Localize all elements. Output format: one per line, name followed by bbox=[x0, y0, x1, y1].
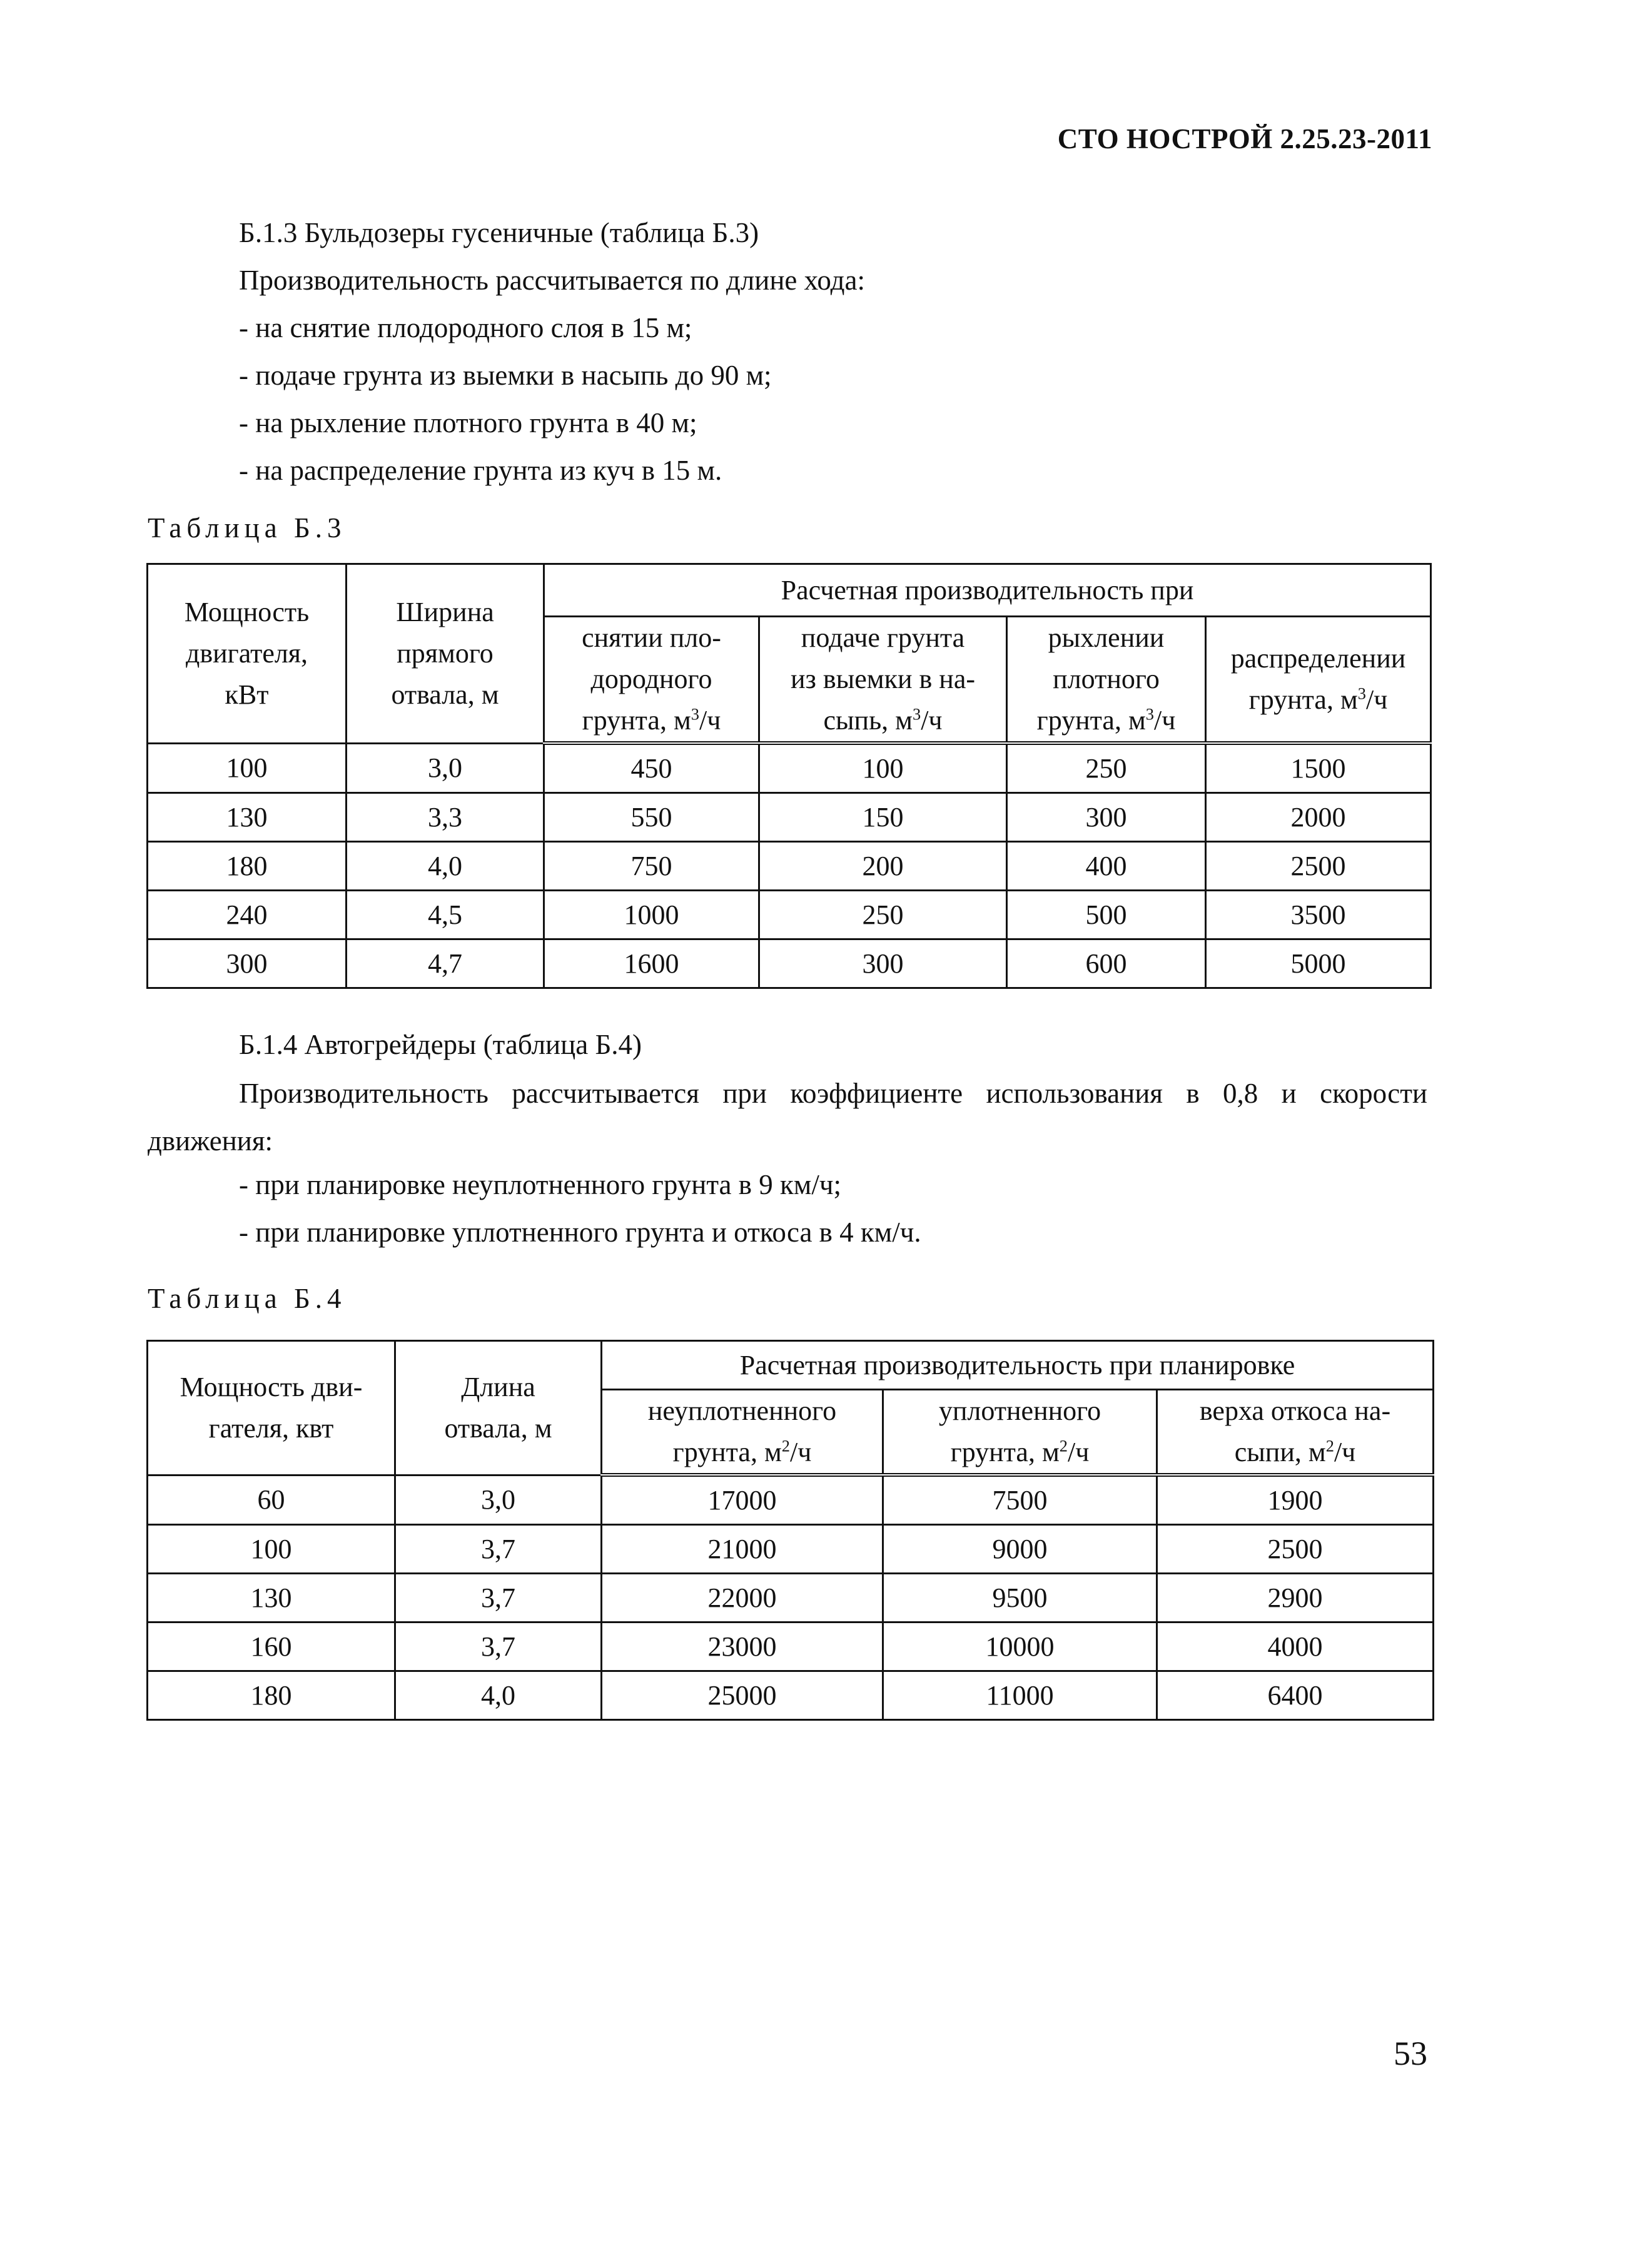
table-cell: 22000 bbox=[602, 1574, 883, 1623]
table-cell: 60 bbox=[148, 1475, 395, 1525]
table-cell: 3,7 bbox=[395, 1574, 602, 1623]
table-cell: 10000 bbox=[883, 1623, 1157, 1671]
table-cell: 2000 bbox=[1206, 793, 1431, 842]
section-b14-item: - при планировке уплотненного грунта и откоса в 4 км/ч. bbox=[239, 1217, 921, 1248]
table-b4-header-slope-top: верха откоса на- сыпи, $м^2/ч$ bbox=[1157, 1390, 1434, 1476]
table-row bbox=[148, 793, 1431, 842]
table-b3-header-spreading: распределении грунта, $м^3/ч$ bbox=[1206, 617, 1431, 744]
table-row bbox=[148, 939, 1431, 988]
table-row bbox=[148, 1623, 1434, 1671]
table-cell: 3,0 bbox=[347, 743, 544, 793]
table-b3-header-group: Расчетная производительность при bbox=[544, 564, 1431, 617]
table-cell: 250 bbox=[759, 891, 1007, 939]
page-number: 53 bbox=[1394, 2035, 1427, 2072]
section-b13-item: - на рыхление плотного грунта в 40 м; bbox=[239, 407, 697, 438]
table-b4-header-compacted: уплотненного грунта, $м^2/ч$ bbox=[883, 1390, 1157, 1476]
table-cell: 150 bbox=[759, 793, 1007, 842]
table-cell: 21000 bbox=[602, 1525, 883, 1574]
table-cell: 130 bbox=[148, 793, 347, 842]
table-cell: 23000 bbox=[602, 1623, 883, 1671]
table-b3-header-width: Ширина прямого отвала, м bbox=[347, 564, 544, 744]
table-b3-header-power: Мощность двигателя, кВт bbox=[148, 564, 347, 744]
table-cell: 300 bbox=[148, 939, 347, 988]
table-b4-header-group: Расчетная производительность при планировке bbox=[602, 1341, 1434, 1390]
table-cell: 3,7 bbox=[395, 1623, 602, 1671]
table-cell: 300 bbox=[1007, 793, 1206, 842]
table-cell: 180 bbox=[148, 842, 347, 891]
table-row bbox=[148, 842, 1431, 891]
table-b4-header-uncompacted: неуплотненного грунта, $м^2/ч$ bbox=[602, 1390, 883, 1476]
table-cell: 5000 bbox=[1206, 939, 1431, 988]
table-row bbox=[148, 1525, 1434, 1574]
table-b3 bbox=[146, 563, 1432, 989]
section-b13-item: - на снятие плодородного слоя в 15 м; bbox=[239, 312, 692, 343]
table-cell: 300 bbox=[759, 939, 1007, 988]
table-cell: 130 bbox=[148, 1574, 395, 1623]
section-b13-item: - подаче грунта из выемки в насыпь до 90 м; bbox=[239, 360, 772, 391]
table-b4-caption: Таблица Б.4 bbox=[148, 1283, 347, 1314]
table-cell: 550 bbox=[544, 793, 759, 842]
table-row bbox=[148, 1574, 1434, 1623]
table-cell: 4,5 bbox=[347, 891, 544, 939]
section-b14-intro: Производительность рассчитывается при коэффициенте использования в 0,8 и скорости движения: bbox=[148, 1078, 1427, 1157]
table-cell: 1600 bbox=[544, 939, 759, 988]
section-b13-item: - на распределение грунта из куч в 15 м. bbox=[239, 455, 722, 486]
table-row bbox=[148, 743, 1431, 793]
table-cell: 25000 bbox=[602, 1671, 883, 1720]
table-cell: 600 bbox=[1007, 939, 1206, 988]
table-cell: 250 bbox=[1007, 743, 1206, 793]
table-cell: 9000 bbox=[883, 1525, 1157, 1574]
section-b14-heading: Б.1.4 Автогрейдеры (таблица Б.4) bbox=[239, 1029, 642, 1060]
table-cell: 400 bbox=[1007, 842, 1206, 891]
table-b4-header-power: Мощность дви- гателя, квт bbox=[148, 1341, 395, 1476]
table-cell: 4000 bbox=[1157, 1623, 1434, 1671]
table-cell: 100 bbox=[148, 1525, 395, 1574]
table-row bbox=[148, 1671, 1434, 1720]
table-row bbox=[148, 1475, 1434, 1525]
table-cell: 160 bbox=[148, 1623, 395, 1671]
table-cell: 100 bbox=[148, 743, 347, 793]
table-cell: 2900 bbox=[1157, 1574, 1434, 1623]
document-code-header: СТО НОСТРОЙ 2.25.23-2011 bbox=[1057, 123, 1432, 154]
table-cell: 9500 bbox=[883, 1574, 1157, 1623]
table-b4-header-length: Длина отвала, м bbox=[395, 1341, 602, 1476]
table-cell: 4,7 bbox=[347, 939, 544, 988]
table-cell: 3,7 bbox=[395, 1525, 602, 1574]
table-cell: 1500 bbox=[1206, 743, 1431, 793]
table-cell: 11000 bbox=[883, 1671, 1157, 1720]
table-b3-caption: Таблица Б.3 bbox=[148, 512, 347, 544]
table-cell: 17000 bbox=[602, 1475, 883, 1525]
table-cell: 1000 bbox=[544, 891, 759, 939]
table-b3-header-ripping: рыхлении плотного грунта, $м^3/ч$ bbox=[1007, 617, 1206, 744]
table-cell: 3500 bbox=[1206, 891, 1431, 939]
section-b13-intro: Производительность рассчитывается по длине хода: bbox=[239, 265, 866, 296]
table-cell: 4,0 bbox=[347, 842, 544, 891]
table-cell: 180 bbox=[148, 1671, 395, 1720]
table-cell: 3,3 bbox=[347, 793, 544, 842]
table-cell: 750 bbox=[544, 842, 759, 891]
table-cell: 2500 bbox=[1157, 1525, 1434, 1574]
table-cell: 2500 bbox=[1206, 842, 1431, 891]
section-b14-item: - при планировке неуплотненного грунта в 9 км/ч; bbox=[239, 1169, 841, 1200]
table-cell: 500 bbox=[1007, 891, 1206, 939]
table-cell: 3,0 bbox=[395, 1475, 602, 1525]
table-cell: 4,0 bbox=[395, 1671, 602, 1720]
table-cell: 450 bbox=[544, 743, 759, 793]
table-cell: 240 bbox=[148, 891, 347, 939]
table-cell: 6400 bbox=[1157, 1671, 1434, 1720]
table-b3-header-feeding: подаче грунта из выемки в на- сыпь, $м^3/ч$ bbox=[759, 617, 1007, 744]
table-cell: 100 bbox=[759, 743, 1007, 793]
section-b13-heading: Б.1.3 Бульдозеры гусеничные (таблица Б.3) bbox=[239, 217, 759, 248]
table-cell: 7500 bbox=[883, 1475, 1157, 1525]
table-cell: 1900 bbox=[1157, 1475, 1434, 1525]
table-row bbox=[148, 891, 1431, 939]
table-b3-header-stripping: снятии пло- дородного грунта, $м^3/ч$ bbox=[544, 617, 759, 744]
table-cell: 200 bbox=[759, 842, 1007, 891]
table-b4 bbox=[146, 1340, 1434, 1721]
